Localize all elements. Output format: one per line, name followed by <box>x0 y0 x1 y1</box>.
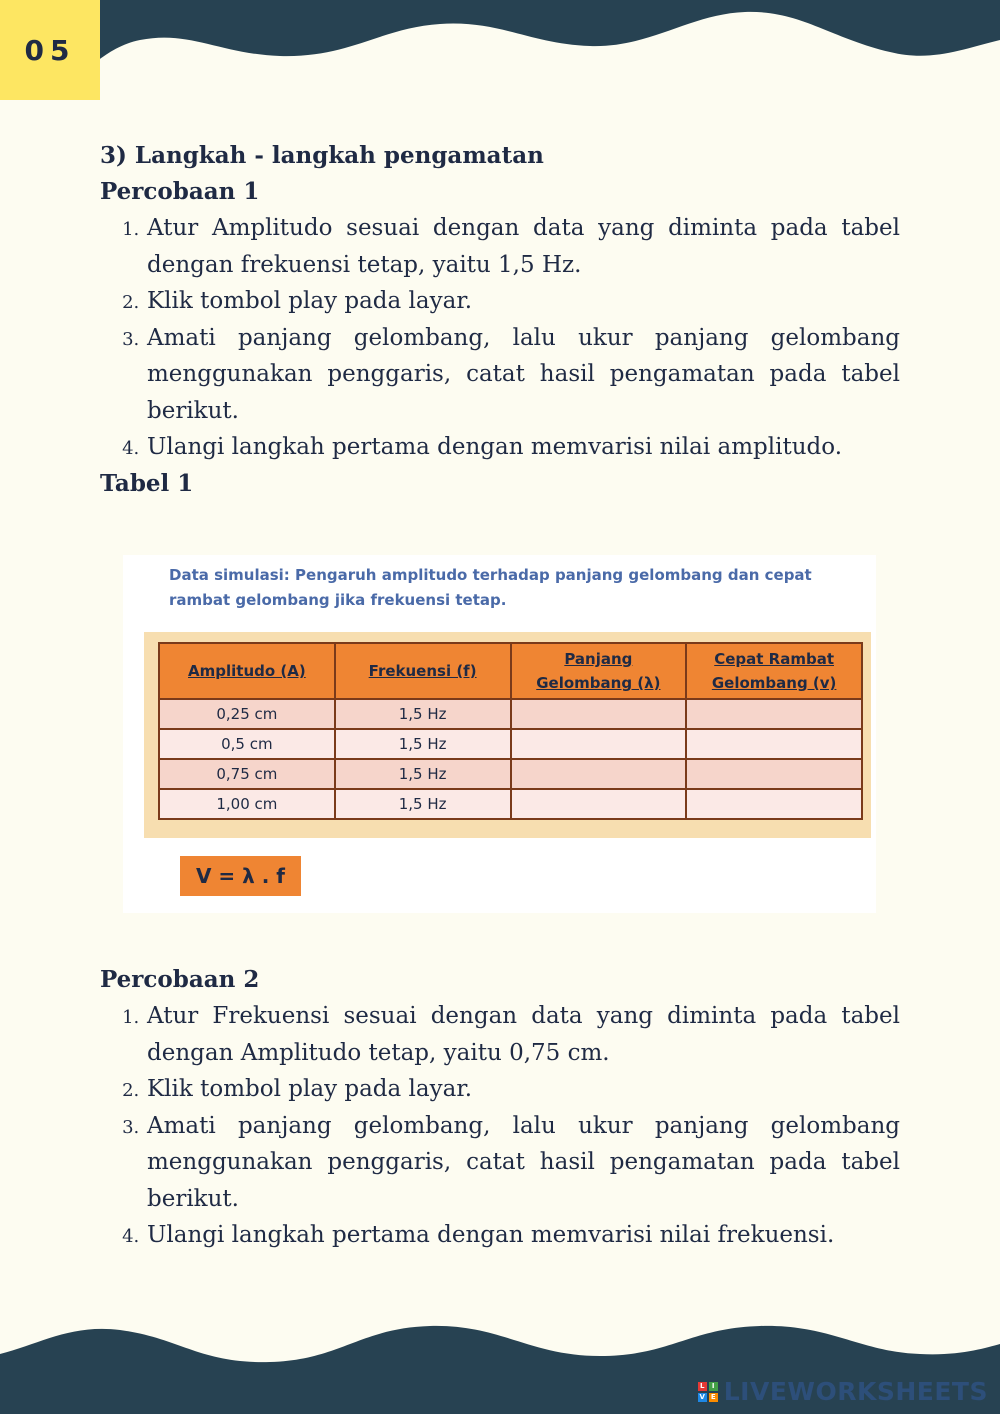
list-item: 1. Atur Frekuensi sesuai dengan data yang diminta pada tabel dengan Amplitudo tetap, yaitu 0,75 cm. <box>145 998 900 1071</box>
section-title: 3) Langkah - langkah pengamatan <box>100 142 544 169</box>
cell-frekuensi: 1,5 Hz <box>335 729 511 759</box>
cell-panjang-gelombang[interactable] <box>511 729 687 759</box>
percobaan-1-steps <box>100 210 900 466</box>
list-item: 3. Amati panjang gelombang, lalu ukur panjang gelombang menggunakan penggaris, catat hasil pengamatan pada tabel berikut. <box>145 320 900 430</box>
tabel-1-figure <box>123 555 876 913</box>
cell-amplitudo: 1,00 cm <box>159 789 335 819</box>
top-wave-decoration <box>0 0 1000 110</box>
tabel-1-label: Tabel 1 <box>100 469 194 497</box>
list-item: 2. Klik tombol play pada layar. <box>145 283 900 320</box>
percobaan-2-title: Percobaan 2 <box>100 966 260 993</box>
logo-letter: L <box>698 1382 707 1391</box>
list-item: 3. Amati panjang gelombang, lalu ukur panjang gelombang menggunakan penggaris, catat hasil pengamatan pada tabel berikut. <box>145 1108 900 1218</box>
header-cepat-rambat: Cepat Rambat Gelombang (v) <box>686 643 862 699</box>
logo-letter: I <box>709 1382 718 1391</box>
cell-frekuensi: 1,5 Hz <box>335 759 511 789</box>
table-row <box>159 729 862 759</box>
cell-cepat-rambat[interactable] <box>686 759 862 789</box>
liveworksheets-watermark[interactable] <box>698 1377 988 1406</box>
header-frekuensi: Frekuensi (f) <box>335 643 511 699</box>
list-item: 2. Klik tombol play pada layar. <box>145 1071 900 1108</box>
list-item: 4. Ulangi langkah pertama dengan memvarisi nilai frekuensi. <box>145 1217 900 1254</box>
percobaan-2-steps <box>100 998 900 1254</box>
logo-letter: V <box>699 1392 705 1401</box>
list-item: 1. Atur Amplitudo sesuai dengan data yang diminta pada tabel dengan frekuensi tetap, yaitu 1,5 Hz. <box>145 210 900 283</box>
percobaan-1-title: Percobaan 1 <box>100 178 260 205</box>
cell-panjang-gelombang[interactable] <box>511 789 687 819</box>
watermark-text: LIVEWORKSHEETS <box>723 1377 988 1406</box>
cell-amplitudo: 0,25 cm <box>159 699 335 729</box>
cell-amplitudo: 0,5 cm <box>159 729 335 759</box>
table-header-row <box>159 643 862 699</box>
table-row <box>159 789 862 819</box>
cell-cepat-rambat[interactable] <box>686 729 862 759</box>
page-number-badge: 05 <box>0 0 100 100</box>
percobaan-1-section <box>100 138 900 502</box>
observation-table <box>158 642 863 820</box>
table-caption: Data simulasi: Pengaruh amplitudo terhadap panjang gelombang dan cepat rambat gelombang jika frekuensi tetap. <box>169 566 812 609</box>
list-item: 4. Ulangi langkah pertama dengan memvarisi nilai amplitudo. <box>145 429 900 466</box>
table-row <box>159 699 862 729</box>
cell-frekuensi: 1,5 Hz <box>335 789 511 819</box>
table-row <box>159 759 862 789</box>
cell-cepat-rambat[interactable] <box>686 789 862 819</box>
header-panjang-gelombang: Panjang Gelombang (λ) <box>511 643 687 699</box>
percobaan-2-section <box>100 962 900 1254</box>
logo-letter: E <box>709 1393 718 1402</box>
formula-box: V = λ . f <box>180 856 301 896</box>
cell-panjang-gelombang[interactable] <box>511 699 687 729</box>
table-frame <box>144 632 871 838</box>
header-amplitudo: Amplitudo (A) <box>159 643 335 699</box>
cell-panjang-gelombang[interactable] <box>511 759 687 789</box>
cell-cepat-rambat[interactable] <box>686 699 862 729</box>
cell-amplitudo: 0,75 cm <box>159 759 335 789</box>
cell-frekuensi: 1,5 Hz <box>335 699 511 729</box>
liveworksheets-logo-icon <box>698 1382 718 1402</box>
